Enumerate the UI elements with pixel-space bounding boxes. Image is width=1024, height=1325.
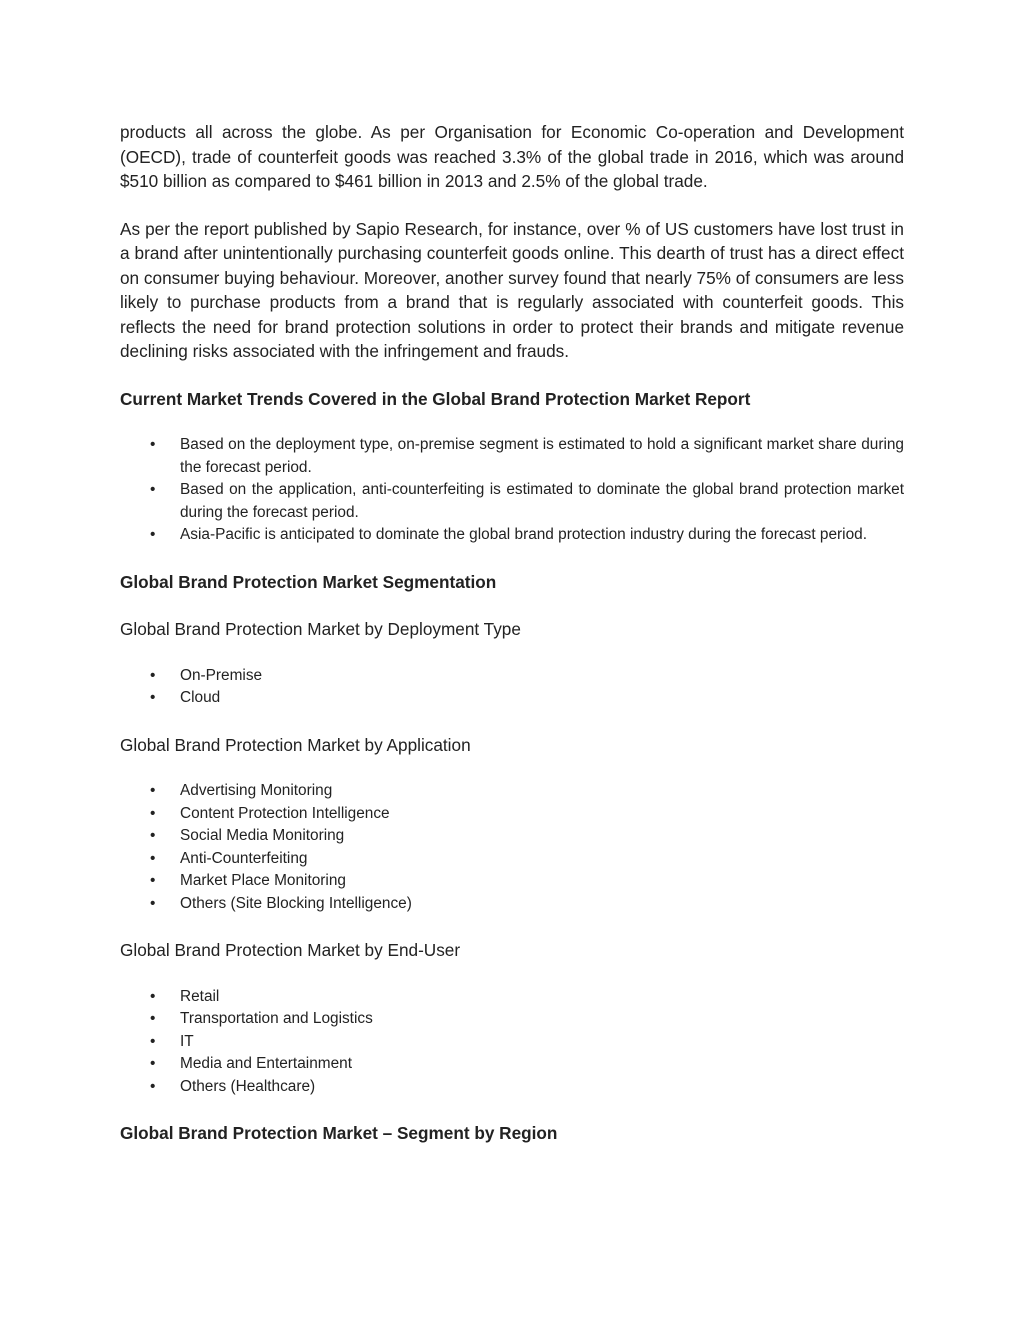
bullet-icon: • xyxy=(150,1055,156,1072)
bullet-icon: • xyxy=(150,894,156,912)
list-item: • Others (Healthcare) xyxy=(120,1076,904,1099)
list-item: • Advertising Monitoring xyxy=(120,780,904,803)
bullet-icon: • xyxy=(150,827,156,844)
list-item: • Social Media Monitoring xyxy=(120,825,904,848)
list-item: • Transportation and Logistics xyxy=(120,1008,904,1031)
bullet-icon: • xyxy=(150,1077,156,1095)
list-item: • Others (Site Blocking Intelligence) xyxy=(120,893,904,916)
bullet-icon: • xyxy=(150,782,156,799)
trust-paragraph: As per the report published by Sapio Research, for instance, over % of US customers have lost trust in a brand after unintentionally purchasing counterfeit goods online. This dearth of trust has a direct effect on consumer buying behaviour. Moreover, another survey found that nearly 75% of consumers are less likely to purchase products from a brand that is regularly associated with counterfeit goods. This reflects the need for brand protection solutions in order to protect their brands and mitigate revenue declining risks associated with the infringement and frauds. xyxy=(120,218,904,361)
list-item: • Cloud xyxy=(120,687,904,710)
bullet-icon: • xyxy=(150,481,156,498)
list-item: • Asia-Pacific is anticipated to dominate the global brand protection industry during the forecast period. xyxy=(120,524,904,547)
list-item: • Retail xyxy=(120,986,904,1009)
list-item: • Based on the application, anti-counterfeiting is estimated to dominate the global brand protection market during the forecast period. xyxy=(150,481,904,521)
list-item: • Anti-Counterfeiting xyxy=(120,848,904,871)
list-item: • Based on the deployment type, on-premise segment is estimated to hold a significant market share during the forecast period. xyxy=(150,436,904,476)
bullet-icon: • xyxy=(150,689,156,706)
list-item: • On-Premise xyxy=(120,665,904,688)
segmentation-heading: Global Brand Protection Market Segmentation xyxy=(120,571,497,592)
list-item: • IT xyxy=(120,1031,904,1054)
bullet-icon: • xyxy=(150,526,156,543)
bullet-icon: • xyxy=(150,1010,156,1027)
document-content xyxy=(120,120,904,1169)
intro-paragraph: products all across the globe. As per Organisation for Economic Co-operation and Development (OECD), trade of counterfeit goods was reached 3.3% of the global trade in 2016, which was around $510 billion as compared to $461 billion in 2013 and 2.5% of the global trade. xyxy=(120,122,904,191)
bullet-icon: • xyxy=(150,804,156,822)
list-item: • Media and Entertainment xyxy=(120,1053,904,1076)
bullet-icon: • xyxy=(150,1032,156,1050)
region-heading: Global Brand Protection Market – Segment by Region xyxy=(120,1123,558,1143)
end-user-list xyxy=(120,986,904,1099)
bullet-icon: • xyxy=(150,987,156,1005)
end-user-subheading: Global Brand Protection Market by End-User xyxy=(120,940,461,960)
deployment-list xyxy=(120,665,904,710)
bullet-icon: • xyxy=(150,666,156,684)
deployment-subheading: Global Brand Protection Market by Deployment Type xyxy=(120,619,521,639)
trends-list xyxy=(120,434,904,547)
application-list xyxy=(120,780,904,915)
list-item: • Market Place Monitoring xyxy=(120,870,904,893)
trends-heading: Current Market Trends Covered in the Global Brand Protection Market Report xyxy=(120,388,751,409)
application-subheading: Global Brand Protection Market by Application xyxy=(120,734,471,755)
list-item: • Content Protection Intelligence xyxy=(120,803,904,826)
bullet-icon: • xyxy=(150,436,156,453)
bullet-icon: • xyxy=(150,872,156,889)
bullet-icon: • xyxy=(150,849,156,867)
